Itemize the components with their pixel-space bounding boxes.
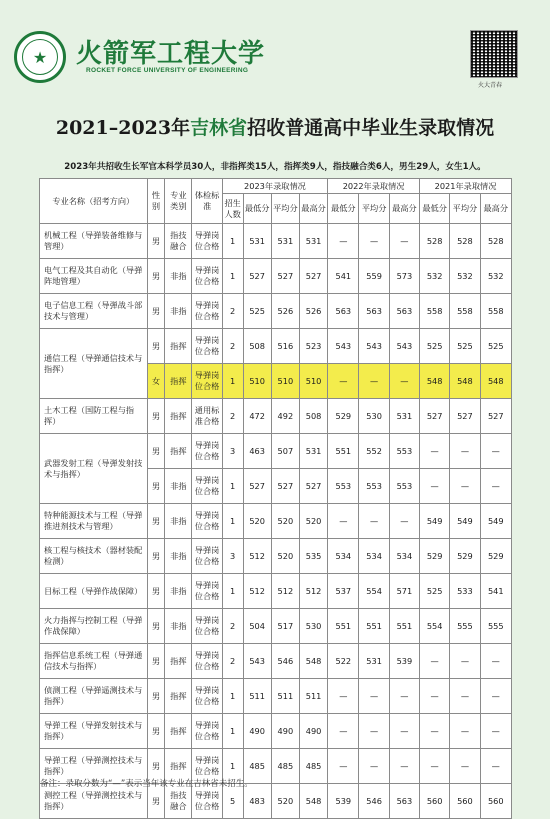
score-avg-cell: 546 [359, 784, 389, 819]
score-min-cell: 510 [243, 364, 271, 399]
gender-cell: 男 [147, 399, 165, 434]
score-avg-cell: 527 [271, 469, 299, 504]
header-avg: 平均分 [359, 194, 389, 224]
score-avg-cell: 560 [450, 784, 480, 819]
header [0, 0, 550, 100]
count-cell: 2 [222, 329, 243, 364]
gender-cell: 女 [147, 364, 165, 399]
table-row [40, 224, 512, 259]
major-cell: 土木工程（国防工程与指挥） [40, 399, 148, 434]
score-max-cell: 563 [389, 784, 419, 819]
major-cell: 导弹工程（导弹发射技术与指挥） [40, 714, 148, 749]
score-max-cell: 485 [299, 749, 327, 784]
score-max-cell: 531 [389, 399, 419, 434]
type-cell: 指挥 [165, 434, 192, 469]
score-avg-cell: — [359, 749, 389, 784]
header-major: 专业名称（招考方向） [40, 179, 148, 224]
score-min-cell: 551 [328, 434, 359, 469]
score-max-cell: 529 [480, 539, 511, 574]
table-row [40, 329, 512, 364]
score-max-cell: 510 [299, 364, 327, 399]
count-cell: 2 [222, 294, 243, 329]
score-max-cell: 535 [299, 539, 327, 574]
score-min-cell: 548 [420, 364, 450, 399]
score-max-cell: 555 [480, 609, 511, 644]
major-cell: 电子信息工程（导弹战斗部技术与管理） [40, 294, 148, 329]
score-min-cell: — [420, 679, 450, 714]
header-2023: 2023年录取情况 [222, 179, 327, 194]
score-avg-cell: 510 [271, 364, 299, 399]
score-min-cell: 527 [243, 259, 271, 294]
major-cell: 导弹工程（导弹测控技术与指挥） [40, 749, 148, 784]
score-min-cell: 525 [243, 294, 271, 329]
score-avg-cell: 511 [271, 679, 299, 714]
type-cell: 非指 [165, 539, 192, 574]
score-max-cell: 560 [480, 784, 511, 819]
score-min-cell: 554 [420, 609, 450, 644]
score-min-cell: 485 [243, 749, 271, 784]
score-min-cell: 563 [328, 294, 359, 329]
score-avg-cell: 520 [271, 539, 299, 574]
score-min-cell: 463 [243, 434, 271, 469]
table-row [40, 294, 512, 329]
score-min-cell: — [328, 224, 359, 259]
score-min-cell: 512 [243, 574, 271, 609]
score-min-cell: — [328, 679, 359, 714]
score-min-cell: 537 [328, 574, 359, 609]
score-max-cell: 532 [480, 259, 511, 294]
score-max-cell: 511 [299, 679, 327, 714]
score-max-cell: 543 [389, 329, 419, 364]
type-cell: 非指 [165, 609, 192, 644]
score-min-cell: — [328, 749, 359, 784]
score-max-cell: 531 [299, 434, 327, 469]
score-min-cell: 511 [243, 679, 271, 714]
logo-star-icon: ★ [22, 39, 58, 75]
score-avg-cell: 520 [271, 504, 299, 539]
score-min-cell: 551 [328, 609, 359, 644]
qr-code-icon [470, 30, 518, 78]
score-avg-cell: 490 [271, 714, 299, 749]
score-avg-cell: 549 [450, 504, 480, 539]
count-cell: 1 [222, 679, 243, 714]
score-min-cell: 522 [328, 644, 359, 679]
score-max-cell: 563 [389, 294, 419, 329]
gender-cell: 男 [147, 224, 165, 259]
type-cell: 指技融合 [165, 784, 192, 819]
type-cell: 指挥 [165, 364, 192, 399]
count-cell: 1 [222, 749, 243, 784]
score-avg-cell: — [450, 714, 480, 749]
score-max-cell: 548 [299, 784, 327, 819]
score-max-cell: 512 [299, 574, 327, 609]
score-max-cell: — [389, 504, 419, 539]
score-min-cell: 543 [243, 644, 271, 679]
score-min-cell: 553 [328, 469, 359, 504]
score-min-cell: 539 [328, 784, 359, 819]
score-max-cell: 523 [299, 329, 327, 364]
exam-cell: 导弹岗位合格 [192, 644, 222, 679]
score-max-cell: 526 [299, 294, 327, 329]
qr-label: 火大青春 [478, 82, 503, 89]
major-cell: 核工程与核技术（器材装配检测） [40, 539, 148, 574]
gender-cell: 男 [147, 574, 165, 609]
score-max-cell: 527 [480, 399, 511, 434]
header-max: 最高分 [299, 194, 327, 224]
score-max-cell: 490 [299, 714, 327, 749]
score-max-cell: 553 [389, 469, 419, 504]
count-cell: 2 [222, 399, 243, 434]
major-cell: 侦测工程（导弹遥测技术与指挥） [40, 679, 148, 714]
page-title [0, 113, 550, 140]
header-avg: 平均分 [271, 194, 299, 224]
exam-cell: 导弹岗位合格 [192, 294, 222, 329]
header-type: 专业类别 [165, 179, 192, 224]
exam-cell: 导弹岗位合格 [192, 224, 222, 259]
header-max: 最高分 [480, 194, 511, 224]
exam-cell: 导弹岗位合格 [192, 259, 222, 294]
gender-cell: 男 [147, 434, 165, 469]
gender-cell: 男 [147, 714, 165, 749]
header-gender: 性别 [147, 179, 165, 224]
score-min-cell: 512 [243, 539, 271, 574]
major-cell: 指挥信息系统工程（导弹通信技术与指挥） [40, 644, 148, 679]
title-prefix: 2021–2023年 [55, 117, 191, 139]
score-avg-cell: 546 [271, 644, 299, 679]
score-avg-cell: — [450, 679, 480, 714]
major-cell: 电气工程及其自动化（导弹阵地管理） [40, 259, 148, 294]
major-cell: 武器发射工程（导弹发射技术与指挥） [40, 434, 148, 504]
score-min-cell: 504 [243, 609, 271, 644]
count-cell: 2 [222, 609, 243, 644]
school-logo [14, 31, 66, 83]
type-cell: 非指 [165, 294, 192, 329]
score-avg-cell: 517 [271, 609, 299, 644]
type-cell: 指技融合 [165, 224, 192, 259]
count-cell: 3 [222, 539, 243, 574]
score-min-cell: 527 [243, 469, 271, 504]
score-max-cell: — [389, 679, 419, 714]
score-avg-cell: 543 [359, 329, 389, 364]
exam-cell: 导弹岗位合格 [192, 574, 222, 609]
score-min-cell: 483 [243, 784, 271, 819]
score-min-cell: 525 [420, 329, 450, 364]
score-max-cell: 558 [480, 294, 511, 329]
score-min-cell: 525 [420, 574, 450, 609]
gender-cell: 男 [147, 539, 165, 574]
score-avg-cell: 530 [359, 399, 389, 434]
score-max-cell: — [480, 749, 511, 784]
score-avg-cell: 527 [271, 259, 299, 294]
header-exam: 体检标准 [192, 179, 222, 224]
score-avg-cell: — [359, 504, 389, 539]
score-min-cell: 528 [420, 224, 450, 259]
gender-cell: 男 [147, 644, 165, 679]
type-cell: 非指 [165, 504, 192, 539]
header-2022: 2022年录取情况 [328, 179, 420, 194]
major-cell: 测控工程（导弹测控技术与指挥） [40, 784, 148, 819]
type-cell: 指挥 [165, 329, 192, 364]
score-min-cell: 549 [420, 504, 450, 539]
score-avg-cell: — [450, 469, 480, 504]
score-min-cell: 541 [328, 259, 359, 294]
score-avg-cell: 531 [359, 644, 389, 679]
score-min-cell: — [328, 364, 359, 399]
score-avg-cell: 525 [450, 329, 480, 364]
score-min-cell: 529 [328, 399, 359, 434]
score-max-cell: — [389, 224, 419, 259]
footnote: 备注：录取分数为“—”表示当年该专业在吉林省未招生。 [40, 779, 253, 789]
score-max-cell: 539 [389, 644, 419, 679]
score-max-cell: 534 [389, 539, 419, 574]
score-min-cell: 543 [328, 329, 359, 364]
score-avg-cell: 529 [450, 539, 480, 574]
type-cell: 非指 [165, 574, 192, 609]
header-avg: 平均分 [450, 194, 480, 224]
score-max-cell: 548 [299, 644, 327, 679]
score-max-cell: 527 [299, 259, 327, 294]
exam-cell: 导弹岗位合格 [192, 679, 222, 714]
exam-cell: 导弹岗位合格 [192, 364, 222, 399]
table-row [40, 714, 512, 749]
exam-cell: 导弹岗位合格 [192, 504, 222, 539]
score-avg-cell: 520 [271, 784, 299, 819]
score-avg-cell: 555 [450, 609, 480, 644]
type-cell: 非指 [165, 259, 192, 294]
exam-cell: 导弹岗位合格 [192, 434, 222, 469]
score-avg-cell: 507 [271, 434, 299, 469]
score-max-cell: 527 [299, 469, 327, 504]
score-min-cell: — [420, 469, 450, 504]
gender-cell: 男 [147, 784, 165, 819]
score-max-cell: — [480, 644, 511, 679]
count-cell: 3 [222, 434, 243, 469]
score-min-cell: 534 [328, 539, 359, 574]
exam-cell: 通用标准合格 [192, 399, 222, 434]
score-avg-cell: 563 [359, 294, 389, 329]
score-max-cell: 553 [389, 434, 419, 469]
header-2021: 2021年录取情况 [420, 179, 512, 194]
count-cell: 1 [222, 224, 243, 259]
score-max-cell: 548 [480, 364, 511, 399]
exam-cell: 导弹岗位合格 [192, 329, 222, 364]
score-max-cell: — [389, 749, 419, 784]
score-min-cell: 527 [420, 399, 450, 434]
gender-cell: 男 [147, 749, 165, 784]
summary-text: 2023年共招收生长军官本科学员30人，非指挥类15人，指挥类9人，指技融合类6人，男生29人，女生1人。 [64, 162, 486, 172]
score-avg-cell: — [359, 224, 389, 259]
header-count: 招生人数 [222, 194, 243, 224]
exam-cell: 导弹岗位合格 [192, 714, 222, 749]
major-cell: 火力指挥与控制工程（导弹作战保障） [40, 609, 148, 644]
major-cell: 通信工程（导弹通信技术与指挥） [40, 329, 148, 399]
score-avg-cell: 554 [359, 574, 389, 609]
score-max-cell: — [480, 679, 511, 714]
count-cell: 1 [222, 574, 243, 609]
score-avg-cell: — [450, 644, 480, 679]
exam-cell: 导弹岗位合格 [192, 784, 222, 819]
table-row [40, 399, 512, 434]
score-avg-cell: — [450, 749, 480, 784]
score-min-cell: — [328, 714, 359, 749]
score-min-cell: 472 [243, 399, 271, 434]
score-max-cell: 573 [389, 259, 419, 294]
score-avg-cell: 532 [450, 259, 480, 294]
gender-cell: 男 [147, 504, 165, 539]
table-row [40, 679, 512, 714]
score-min-cell: — [420, 434, 450, 469]
header-min: 最低分 [243, 194, 271, 224]
score-max-cell: 508 [299, 399, 327, 434]
gender-cell: 男 [147, 294, 165, 329]
score-min-cell: 529 [420, 539, 450, 574]
score-avg-cell: 534 [359, 539, 389, 574]
count-cell: 1 [222, 504, 243, 539]
type-cell: 指挥 [165, 714, 192, 749]
score-avg-cell: 526 [271, 294, 299, 329]
score-avg-cell: — [450, 434, 480, 469]
score-min-cell: — [420, 749, 450, 784]
table-row [40, 259, 512, 294]
header-max: 最高分 [389, 194, 419, 224]
score-min-cell: 560 [420, 784, 450, 819]
score-avg-cell: 492 [271, 399, 299, 434]
major-cell: 机械工程（导弹装备维修与管理） [40, 224, 148, 259]
exam-cell: 导弹岗位合格 [192, 469, 222, 504]
score-min-cell: 508 [243, 329, 271, 364]
score-avg-cell: 553 [359, 469, 389, 504]
score-max-cell: 531 [299, 224, 327, 259]
score-min-cell: — [328, 504, 359, 539]
score-avg-cell: — [359, 364, 389, 399]
score-max-cell: 530 [299, 609, 327, 644]
score-min-cell: 558 [420, 294, 450, 329]
exam-cell: 导弹岗位合格 [192, 539, 222, 574]
major-cell: 特种能源技术与工程（导弹推进剂技术与管理） [40, 504, 148, 539]
title-suffix: 招收普通高中毕业生录取情况 [247, 117, 495, 139]
score-avg-cell: 512 [271, 574, 299, 609]
gender-cell: 男 [147, 469, 165, 504]
title-province: 吉林省 [190, 117, 248, 139]
type-cell: 指挥 [165, 749, 192, 784]
score-avg-cell: 558 [450, 294, 480, 329]
table-row [40, 434, 512, 469]
gender-cell: 男 [147, 609, 165, 644]
header-min: 最低分 [328, 194, 359, 224]
table-row [40, 539, 512, 574]
score-min-cell: — [420, 714, 450, 749]
score-max-cell: 525 [480, 329, 511, 364]
score-avg-cell: — [359, 679, 389, 714]
score-max-cell: 571 [389, 574, 419, 609]
score-max-cell: — [480, 469, 511, 504]
table-row [40, 644, 512, 679]
score-avg-cell: — [359, 714, 389, 749]
score-avg-cell: 552 [359, 434, 389, 469]
count-cell: 5 [222, 784, 243, 819]
count-cell: 2 [222, 644, 243, 679]
gender-cell: 男 [147, 259, 165, 294]
score-min-cell: 532 [420, 259, 450, 294]
major-cell: 目标工程（导弹作战保障） [40, 574, 148, 609]
score-max-cell: 549 [480, 504, 511, 539]
school-english-name: ROCKET FORCE UNIVERSITY OF ENGINEERING [86, 67, 249, 74]
exam-cell: 导弹岗位合格 [192, 609, 222, 644]
count-cell: 1 [222, 364, 243, 399]
type-cell: 指挥 [165, 399, 192, 434]
exam-cell: 导弹岗位合格 [192, 749, 222, 784]
score-avg-cell: 548 [450, 364, 480, 399]
table-row [40, 574, 512, 609]
score-avg-cell: 559 [359, 259, 389, 294]
type-cell: 指挥 [165, 644, 192, 679]
score-min-cell: 531 [243, 224, 271, 259]
score-avg-cell: 527 [450, 399, 480, 434]
score-avg-cell: 531 [271, 224, 299, 259]
score-max-cell: 541 [480, 574, 511, 609]
score-max-cell: 520 [299, 504, 327, 539]
school-name: 火箭军工程大学 [76, 39, 266, 69]
score-avg-cell: 533 [450, 574, 480, 609]
table-body [40, 224, 512, 819]
score-min-cell: — [420, 644, 450, 679]
gender-cell: 男 [147, 329, 165, 364]
header-min: 最低分 [420, 194, 450, 224]
score-avg-cell: 485 [271, 749, 299, 784]
score-max-cell: — [389, 714, 419, 749]
table-row [40, 504, 512, 539]
score-avg-cell: 528 [450, 224, 480, 259]
score-max-cell: — [480, 434, 511, 469]
score-max-cell: — [389, 364, 419, 399]
score-min-cell: 490 [243, 714, 271, 749]
score-avg-cell: 516 [271, 329, 299, 364]
score-max-cell: 528 [480, 224, 511, 259]
count-cell: 1 [222, 714, 243, 749]
score-max-cell: — [480, 714, 511, 749]
gender-cell: 男 [147, 679, 165, 714]
score-max-cell: 551 [389, 609, 419, 644]
table-row [40, 609, 512, 644]
score-min-cell: 520 [243, 504, 271, 539]
admission-table [39, 178, 512, 819]
score-avg-cell: 551 [359, 609, 389, 644]
table-header [40, 179, 512, 224]
type-cell: 非指 [165, 469, 192, 504]
count-cell: 1 [222, 469, 243, 504]
count-cell: 1 [222, 259, 243, 294]
type-cell: 指挥 [165, 679, 192, 714]
